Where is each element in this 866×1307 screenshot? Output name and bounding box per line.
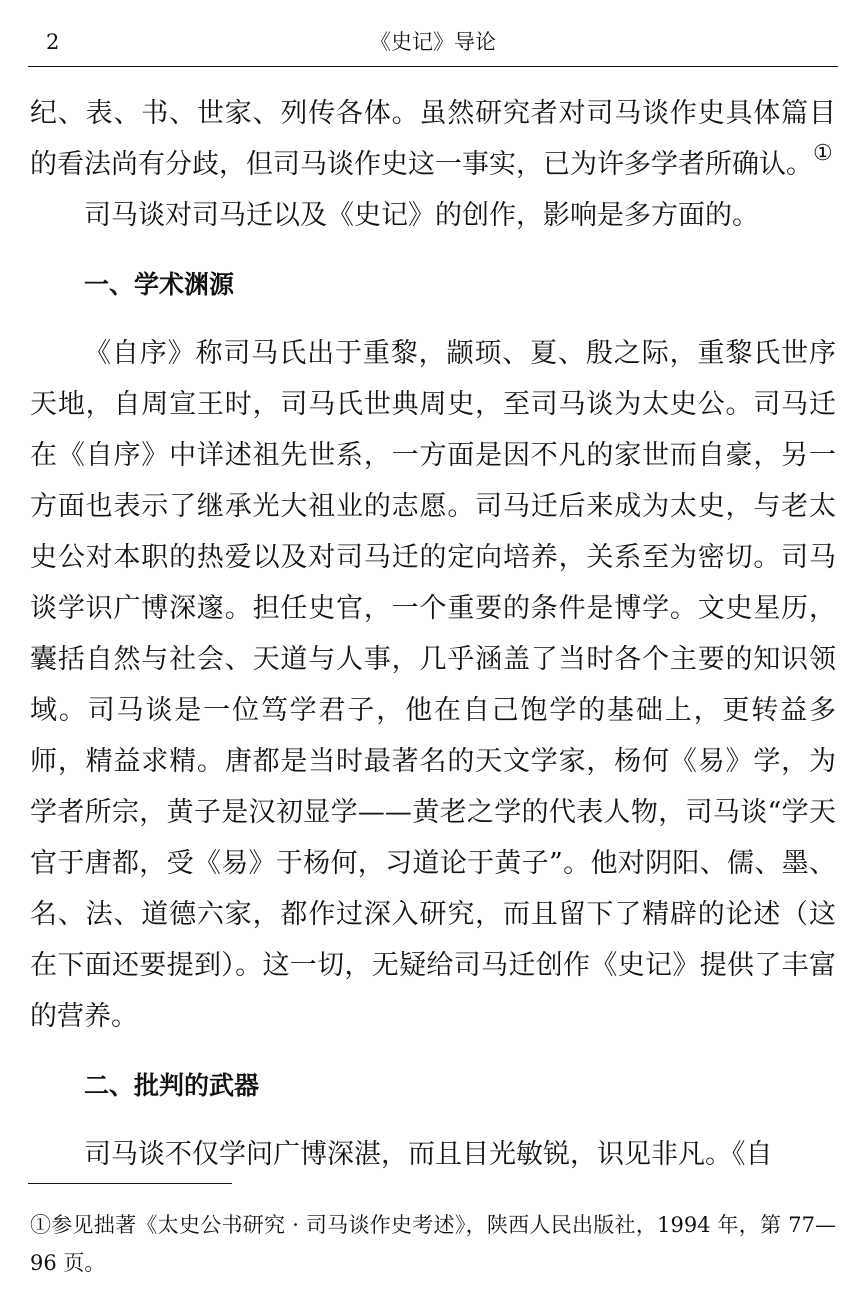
footnote-mark: ① [30, 1213, 52, 1237]
paragraph-4: 司马谈不仅学问广博深湛，而且目光敏锐，识见非凡。《自 [84, 1139, 773, 1170]
paragraph-1-text: 纪、表、书、世家、列传各体。虽然研究者对司马谈作史具体篇目的看法尚有分歧，但司马谈作史这一事实，已为许多学者所确认。 [30, 98, 836, 180]
page-number: 2 [46, 30, 60, 54]
body-text [30, 88, 836, 1180]
footnote-text: 参见拙著《太史公书研究 · 司马谈作史考述》，陕西人民出版社，1994 年，第 77—96 页。 [30, 1213, 836, 1275]
page-header [30, 22, 836, 62]
paragraph-2: 司马谈对司马迁以及《史记》的创作，影响是多方面的。 [84, 200, 759, 231]
footnote-rule [28, 1183, 232, 1184]
paragraph-3: 《自序》称司马氏出于重黎，颛顼、夏、殷之际，重黎氏世序天地，自周宣王时，司马氏世典周史，至司马谈为太史公。司马迁在《自序》中详述祖先世系，一方面是因不凡的家世而自豪，另一方面也表示了继承光大祖业的志愿。司马迁后来成为太史，与老太史公对本职的热爱以及对司马迁的定向培养，关系至为密切。司马谈学识广博深邃。担任史官，一个重要的条件是博学。文史星历，囊括自然与社会、天道与人事，几乎涵盖了当时各个主要的知识领域。司马谈是一位笃学君子，他在自己饱学的基础上，更转益多师，精益求精。唐都是当时最著名的天文学家，杨何《易》学，为学者所宗，黄子是汉初显学——黄老之学的代表人物，司马谈“学天官于唐都，受《易》于杨何，习道论于黄子”。他对阴阳、儒、墨、名、法、道德六家，都作过深入研究，而且留下了精辟的论述（这在下面还要提到）。这一切，无疑给司马迁创作《史记》提供了丰富的营养。 [30, 338, 836, 1032]
paragraph-1 [30, 88, 836, 190]
section-heading-1: 一、学术渊源 [84, 270, 235, 299]
section-heading-2: 二、批判的武器 [84, 1071, 260, 1100]
header-rule [28, 66, 838, 67]
running-title: 《史记》导论 [370, 30, 496, 54]
footnote-reference[interactable]: ① [813, 141, 833, 166]
footnote [30, 1206, 836, 1282]
